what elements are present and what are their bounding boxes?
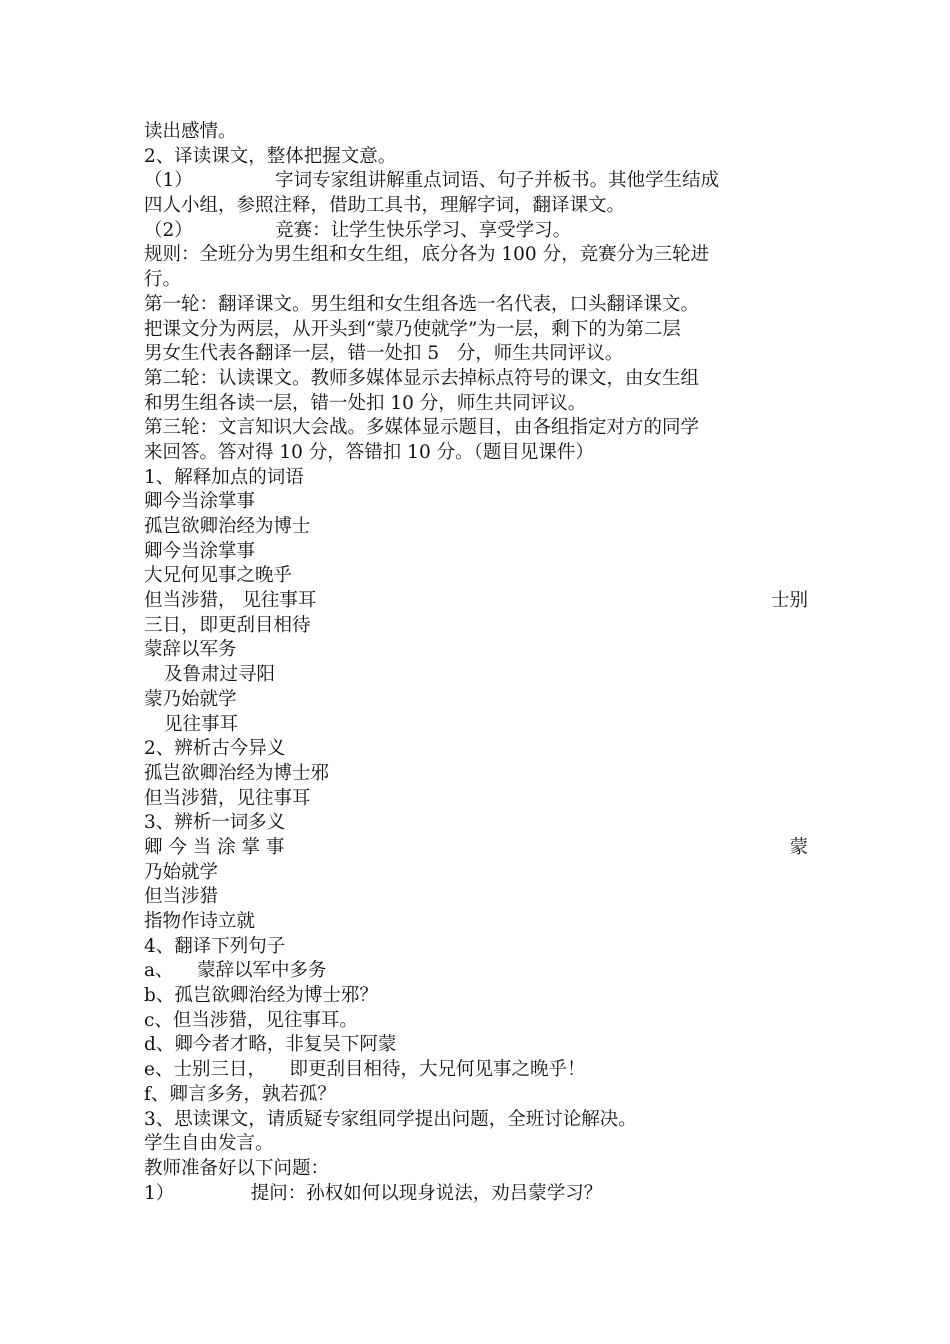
text-line: 规则：全班分为男生组和女生组，底分各为 100 分，竞赛分为三轮进 [144, 244, 710, 266]
text-line: 四人小组，参照注释，借助工具书，理解字词，翻译课文。 [144, 195, 626, 217]
text-line: 4、翻译下列句子 [144, 935, 286, 957]
text-line: 第一轮：翻译课文。男生组和女生组各选一名代表，口头翻译课文。 [144, 293, 700, 315]
justified-line [144, 836, 808, 861]
text-line: 把课文分为两层，从开头到“蒙乃使就学”为一层，剩下的为第二层 [144, 318, 681, 340]
text-line: （2） 竞赛：让学生快乐学习、享受学习。 [144, 219, 572, 241]
text-line: 2、辨析古今异义 [144, 738, 286, 760]
text-line: 但当涉猎 [144, 886, 219, 908]
justified-line-left: 但当涉猎， 见往事耳 [144, 590, 317, 612]
text-line: 孤岂欲卿治经为博士邪 [144, 762, 330, 784]
text-line: 乃始就学 [144, 861, 219, 883]
text-line: d、卿今者才略，非复吴下阿蒙 [144, 1034, 397, 1056]
text-line: 第二轮：认读课文。教师多媒体显示去掉标点符号的课文，由女生组 [144, 367, 700, 389]
text-line: a、 蒙辞以军中多务 [144, 960, 327, 982]
text-line: 3、思读课文，请质疑专家组同学提出问题，全班讨论解决。 [144, 1108, 637, 1130]
indented-line: 见往事耳 [164, 713, 239, 735]
indented-line: 及鲁肃过寻阳 [164, 664, 276, 686]
text-line: 卿今当涂掌事 [144, 491, 256, 513]
text-line: 和男生组各读一层，错一处扣 10 分，师生共同评议。 [144, 392, 587, 414]
text-line: b、孤岂欲卿治经为博士邪？ [144, 985, 378, 1007]
text-line: c、但当涉猎，见往事耳。 [144, 1009, 358, 1031]
text-line: 但当涉猎，见往事耳 [144, 787, 311, 809]
text-line: 来回答。答对得 10 分，答错扣 10 分。（题目见课件） [144, 441, 594, 463]
text-line: 指物作诗立就 [144, 911, 256, 932]
document-body [144, 120, 808, 1206]
text-line: 三日，即更刮目相待 [144, 614, 311, 636]
text-line: 第三轮：文言知识大会战。多媒体显示题目，由各组指定对方的同学 [144, 417, 700, 439]
text-line: 蒙辞以军务 [144, 639, 237, 661]
text-line: 读出感情。 [144, 121, 237, 142]
justified-line-right: 蒙 [789, 836, 808, 858]
text-line: 大兄何见事之晚乎 [144, 565, 293, 587]
text-line: 1、解释加点的词语 [144, 466, 304, 488]
text-line: 1） 提问：孙权如何以现身说法，劝吕蒙学习？ [144, 1182, 603, 1204]
text-line: （1） 字词专家组讲解重点词语、句子并板书。其他学生结成 [144, 170, 720, 192]
text-line: 教师准备好以下问题： [144, 1157, 330, 1179]
text-line: e、士别三日， 即更刮目相待，大兄何见事之晚乎！ [144, 1059, 586, 1081]
text-line: 男女生代表各翻译一层，错一处扣 5 分，师生共同评议。 [144, 343, 624, 365]
justified-line [144, 589, 808, 614]
text-line: 学生自由发言。 [144, 1133, 274, 1155]
justified-line-left: 卿 今 当 涂 掌 事 [144, 836, 285, 858]
text-line: 蒙乃始就学 [144, 688, 237, 710]
text-line: 2、译读课文，整体把握文意。 [144, 145, 397, 167]
text-line: 孤岂欲卿治经为博士 [144, 516, 311, 537]
text-line: 行。 [144, 269, 182, 291]
text-line: 卿今当涂掌事 [144, 540, 256, 562]
text-line: f、卿言多务，孰若孤？ [144, 1083, 336, 1105]
text-line: 3、辨析一词多义 [144, 812, 286, 834]
justified-line-right: 士别 [770, 590, 808, 612]
